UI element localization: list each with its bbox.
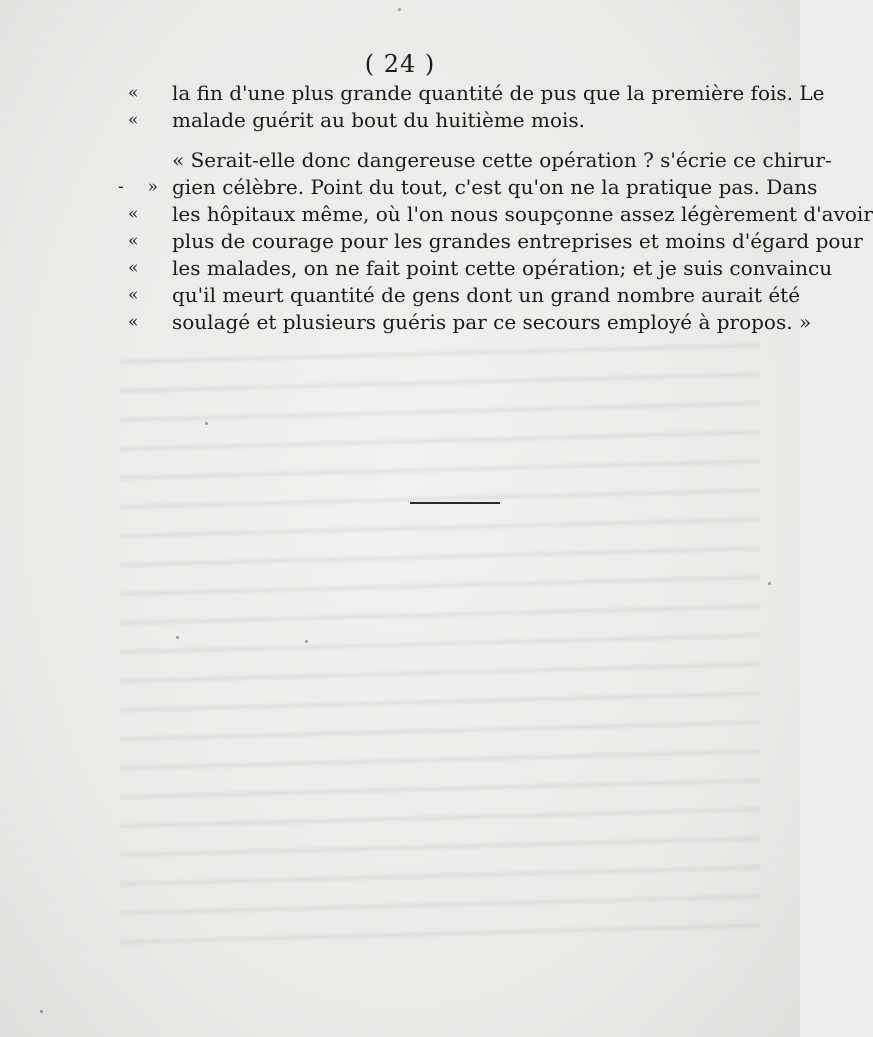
quote-marker: « xyxy=(128,258,139,278)
dust-speck xyxy=(305,640,308,643)
body-text xyxy=(118,80,873,336)
text-line: « soulagé et plusieurs guéris par ce secours employé à propos. » xyxy=(128,310,812,334)
dust-speck xyxy=(40,1010,43,1013)
text-line: « plus de courage pour les grandes entreprises et moins d'égard pour xyxy=(128,229,863,253)
section-divider xyxy=(410,502,500,504)
quote-marker: « xyxy=(128,285,139,305)
dust-speck xyxy=(768,582,771,585)
text-line: « qu'il meurt quantité de gens dont un grand nombre aurait été xyxy=(128,283,801,307)
quote-marker: « xyxy=(128,312,139,332)
text-line: « malade guérit au bout du huitième mois. xyxy=(128,108,586,132)
dust-speck xyxy=(205,422,208,425)
quote-marker: « xyxy=(128,204,139,224)
quote-marker: « xyxy=(128,231,139,251)
text-line: - » gien célèbre. Point du tout, c'est qu'on ne la pratique pas. Dans xyxy=(118,175,818,199)
text-line: « les malades, on ne fait point cette opération; et je suis convaincu xyxy=(128,256,833,280)
quote-marker: « xyxy=(128,110,139,130)
show-through-text xyxy=(120,340,760,950)
text-line: « Serait-elle donc dangereuse cette opération ? s'écrie ce chirur- xyxy=(172,148,832,172)
dust-speck xyxy=(176,636,179,639)
page-number: ( 24 ) xyxy=(364,50,436,78)
quote-marker: « xyxy=(128,83,139,103)
text-line: « la fin d'une plus grande quantité de pus que la première fois. Le xyxy=(128,81,825,105)
quote-marker: - » xyxy=(118,177,158,197)
dust-speck xyxy=(398,8,401,11)
text-line: « les hôpitaux même, où l'on nous soupçonne assez légèrement d'avoir xyxy=(128,202,873,226)
